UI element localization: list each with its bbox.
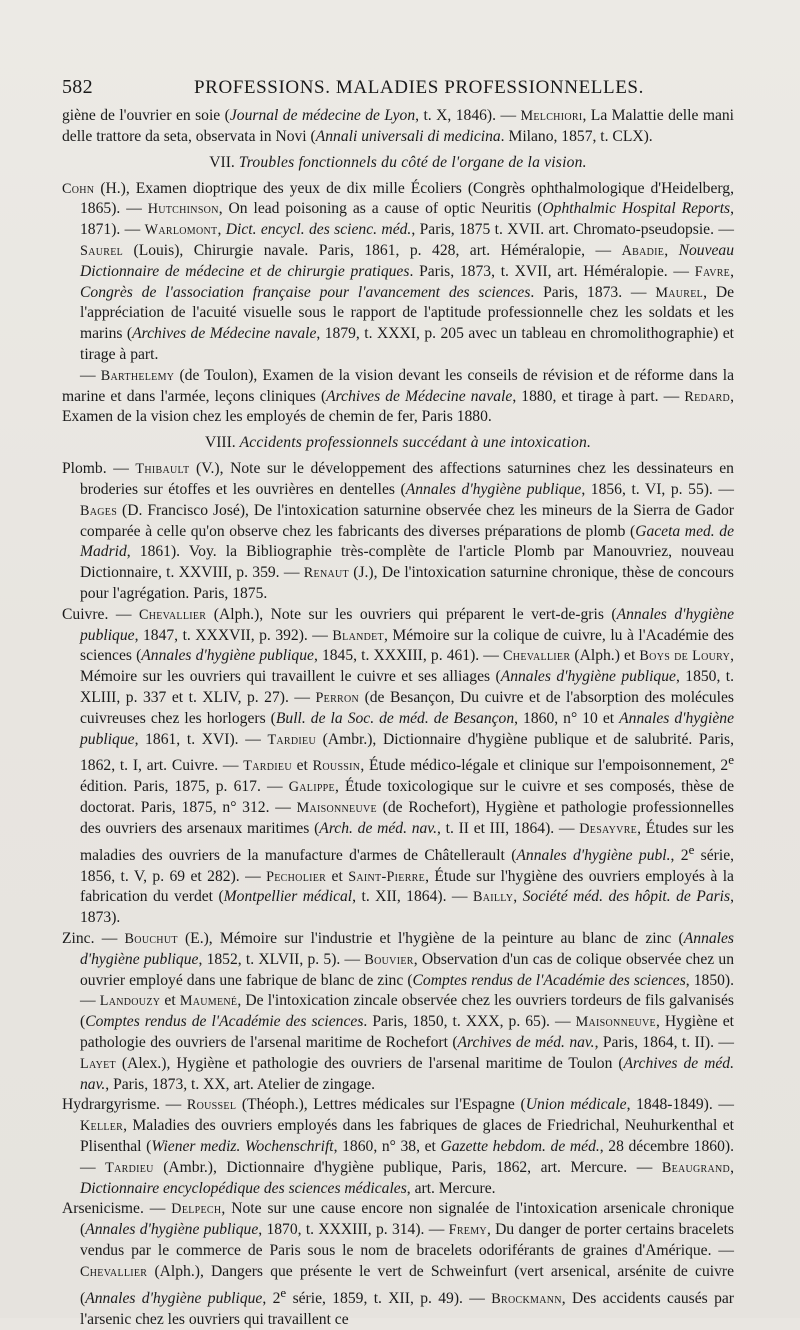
section-heading-vii: VII. Troubles fonctionnels du côté de l'organe de la vision.	[209, 153, 587, 171]
section-heading-viii: VIII. Accidents professionnels succédant à une intoxication.	[204, 434, 592, 452]
entry-barthelemy: — Barthelemy (de Toulon), Examen de la vision devant les conseils de révision et de réforme dans la marine et dans l'armée, leçons cliniques (Archives de Médecine navale, 1880, et tirage à part. — Redard, Examen de la vision chez les employés de chemin de fer, Paris 1880.	[62, 366, 734, 426]
page-header	[62, 76, 734, 99]
body-text	[62, 106, 734, 1330]
entry-arsenicisme: Arsenicisme. — Delpech, Note sur une cause encore non signalée de l'intoxication arsenicale chronique (Annales d'hygiène publique, 1870, t. XXXIII, p. 314). — Fremy, Du danger de porter certains bracelets vendus par le commerce de Paris sous le nom de bracelets odoriférants de graines d'Amérique. — Chevallier (Alph.), Dangers que présente le vert de Schweinfurt (vert arsenical, arsénite de cuivre (Annales d'hygiène publique, 2e série, 1859, t. XII, p. 49). — Brockmann, Des accidents causés par l'arsenic chez les ouvriers qui travaillent ce	[62, 1200, 734, 1328]
intro-continuation: giène de l'ouvrier en soie (Journal de médecine de Lyon, t. X, 1846). — Melchiori, La Malattie delle mani delle trattore da seta, observata in Novi (Annali universali di medicina. Milano, 1857, t. CLX).	[62, 107, 734, 145]
entry-zinc: Zinc. — Bouchut (E.), Mémoire sur l'industrie et l'hygiène de la peinture au blanc de zinc (Annales d'hygiène publique, 1852, t. XLVII, p. 5). — Bouvier, Observation d'un cas de colique observée chez un ouvrier employé dans une fabrique de blanc de zinc (Comptes rendus de l'Académie des sciences, 1850). — Landouzy et Maumené, De l'intoxication zincale observée chez les ouvriers tordeurs de fils galvanisés (Comptes rendus de l'Académie des sciences. Paris, 1850, t. XXX, p. 65). — Maisonneuve, Hygiène et pathologie des ouvriers de l'arsenal maritime de Rochefort (Archives de méd. nav., Paris, 1864, t. II). — Layet (Alex.), Hygiène et pathologie des ouvriers de l'arsenal maritime de Toulon (Archives de méd. nav., Paris, 1873, t. XX, art. Atelier de zingage.	[62, 930, 734, 1093]
entry-plomb: Plomb. — Thibault (V.), Note sur le développement des affections saturnines chez les dessinateurs en broderies sur étoffes et les ouvrières en dentelles (Annales d'hygiène publique, 1856, t. VI, p. 55). — Bages (D. Francisco José), De l'intoxication saturnine observée chez les mineurs de la Sierra de Gador comparée à celle qu'on observe chez les fabricants des diverses préparations de plomb (Gaceta med. de Madrid, 1861). Voy. la Bibliographie très-complète de l'article Plomb par Manouvriez, nouveau Dictionnaire, t. XXVIII, p. 359. — Renaut (J.), De l'intoxication saturnine chronique, thèse de concours pour l'agrégation. Paris, 1875.	[62, 460, 735, 602]
page-number: 582	[62, 76, 93, 98]
entry-hydrargyrisme: Hydrargyrisme. — Roussel (Théoph.), Lettres médicales sur l'Espagne (Union médicale, 1848-1849). — Keller, Maladies des ouvriers employés dans les fabriques de glaces de Friedrichal, Neuhurkenthal et Plisenthal (Wiener mediz. Wochenschrift, 1860, n° 38, et Gazette hebdom. de méd., 28 décembre 1860). — Tardieu (Ambr.), Dictionnaire d'hygiène publique, Paris, 1862, art. Mercure. — Beaugrand, Dictionnaire encyclopédique des sciences médicales, art. Mercure.	[62, 1096, 734, 1197]
running-title: PROFESSIONS. MALADIES PROFESSIONNELLES.	[194, 77, 644, 98]
entry-cohn: Cohn (H.), Examen dioptrique des yeux de dix mille Écoliers (Congrès ophthalmologique d'Heidelberg, 1865). — Hutchinson, On lead poisoning as a cause of optic Neuritis (Ophthalmic Hospital Reports, 1871). — Warlomont, Dict. encycl. des scienc. méd., Paris, 1875 t. XVII. art. Chromato-pseudopsie. — Saurel (Louis), Chirurgie navale. Paris, 1861, p. 428, art. Héméralopie, — Abadie, Nouveau Dictionnaire de médecine et de chirurgie pratiques. Paris, 1873, t. XVII, art. Héméralopie. — Favre, Congrès de l'association française pour l'avancement des sciences. Paris, 1873. — Maurel, De l'appréciation de l'acuité visuelle sous le rapport de l'aptitude professionnelle chez les soldats et les marins (Archives de Médecine navale, 1879, t. XXXI, p. 205 avec un tableau en chromolithographie) et tirage à part.	[62, 179, 735, 363]
entry-cuivre: Cuivre. — Chevallier (Alph.), Note sur les ouvriers qui préparent le vert-de-gris (Annales d'hygiène publique, 1847, t. XXXVII, p. 392). — Blandet, Mémoire sur la colique de cuivre, lu à l'Académie des sciences (Annales d'hygiène publique, 1845, t. XXXIII, p. 461). — Chevallier (Alph.) et Boys de Loury, Mémoire sur les ouvriers qui travaillent le cuivre et ses alliages (Annales d'hygiène publique, 1850, t. XLIII, p. 337 et t. XLIV, p. 27). — Perron (de Besançon, Du cuivre et de l'absorption des molécules cuivreuses chez les horlogers (Bull. de la Soc. de méd. de Besançon, 1860, n° 10 et Annales d'hygiène publique, 1861, t. XVI). — Tardieu (Ambr.), Dictionnaire d'hygiène publique et de salubrité. Paris, 1862, t. I, art. Cuivre. — Tardieu et Roussin, Étude médico-légale et clinique sur l'empoisonnement, 2e édition. Paris, 1875, p. 617. — Galippe, Étude toxicologique sur le cuivre et ses composés, thèse de doctorat. Paris, 1875, n° 312. — Maisonneuve (de Rochefort), Hygiène et pathologie professionnelles des ouvriers des arsenaux maritimes (Arch. de méd. nav., t. II et III, 1864). — Desayvre, Études sur les maladies des ouvriers de la manufacture d'armes de Châtellerault (Annales d'hygiène publ., 2e série, 1856, t. V, p. 69 et 282). — Pecholier et Saint-Pierre, Étude sur l'hygiène des ouvriers employés à la fabrication du verdet (Montpellier médical, t. XII, 1864). — Bailly, Société méd. des hôpit. de Paris, 1873).	[62, 605, 735, 927]
